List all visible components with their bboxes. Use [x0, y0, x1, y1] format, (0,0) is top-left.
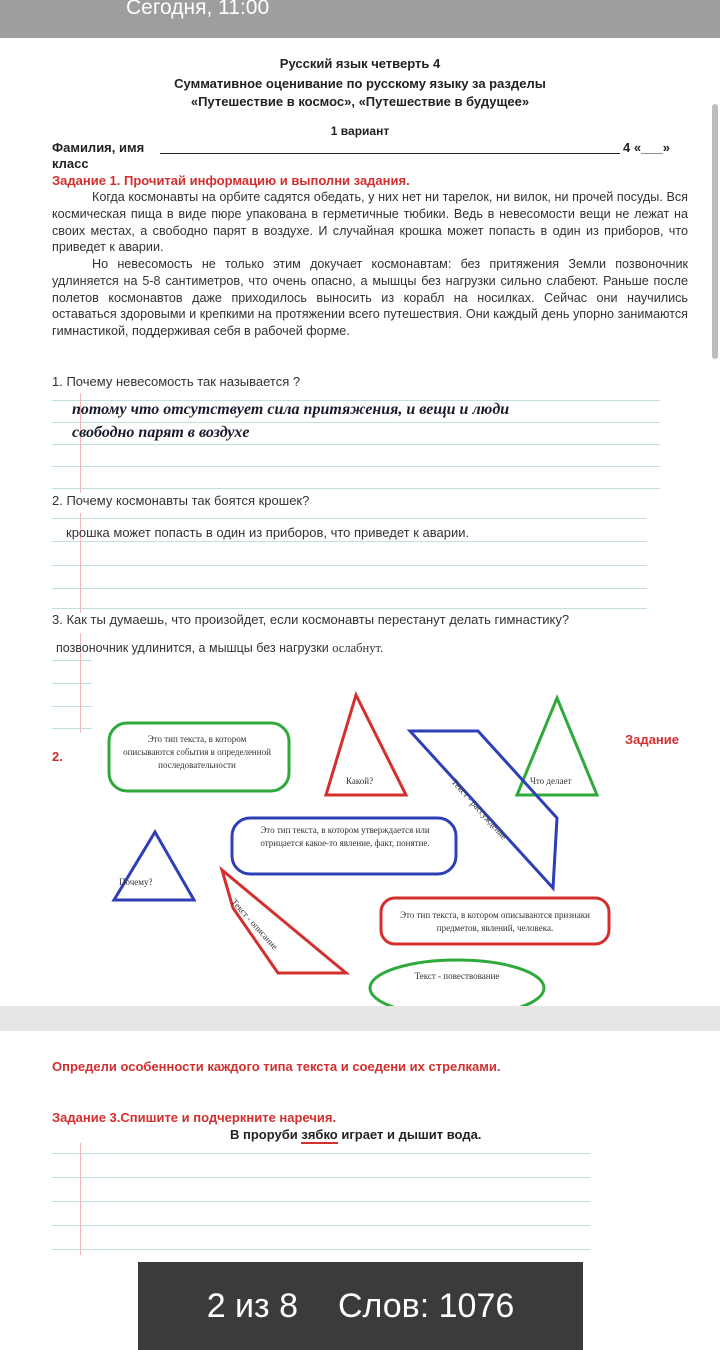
page-counter: 2 из 8	[206, 1286, 298, 1325]
task3-title: Задание 3.Спишите и подчеркните наречия.	[52, 1110, 337, 1125]
answer-3-part-2: а мышцы без нагрузки	[198, 641, 329, 655]
task3-adverb: зябко	[301, 1127, 338, 1142]
green-ellipse	[370, 960, 544, 1006]
document-page-1	[0, 38, 720, 1006]
narration-definition: Это тип текста, в котором описываются события в определенной последовательности	[123, 734, 271, 770]
task2-instruction: Определи особенности каждого типа текста и соедени их стрелками.	[52, 1059, 501, 1074]
task3-sentence-end: играет и дышит вода.	[337, 1127, 482, 1142]
reasoning-label: Текст - рассуждение	[449, 776, 510, 842]
task2-number: 2.	[52, 749, 63, 764]
task2-label: Задание	[625, 732, 679, 747]
task3-sentence-start: В проруби	[230, 1127, 302, 1142]
paragraph-2: Но невесомость не только этим докучает космонавтам: без притяжения Земли позвоночник удлиняется на 5-8 сантиметров, что очень опасно, а мышцы без нагрузки сильно слабеют. Раньше после полетов космонавтов даже приходилось выносить из корабл на носилках. Сейчас они научились оставаться здоровыми и крепкими на протяжении всего путешествия. Они каждый день упорно занимаются гимнастикой, поддерживая себя в рабочей форме.	[52, 257, 688, 339]
question-3: 3. Как ты думаешь, что произойдет, если космонавты перестанут делать гимнастику?	[52, 612, 570, 627]
question-1: 1. Почему невесомость так называется ?	[52, 374, 301, 389]
grade-label: 4 «___»	[623, 140, 670, 155]
answer-1-line-2: свободно парят в воздухе	[72, 424, 250, 441]
class-label: класс	[52, 156, 89, 171]
text-types-diagram	[0, 38, 720, 1006]
doc-subtitle-2: «Путешествие в космос», «Путешествие в будущее»	[190, 94, 530, 109]
narration-label: Текст - повествование	[414, 971, 500, 981]
task1-title: Задание 1. Прочитай информацию и выполни задания.	[52, 173, 410, 188]
answer-1-line-1: потому что отсутствует сила притяжения, и вещи и люди	[72, 401, 510, 418]
description-label: Текст - описание	[229, 896, 280, 952]
doc-title: Русский язык четверть 4	[279, 56, 441, 71]
question-2: 2. Почему космонавты так боятся крошек?	[52, 493, 310, 508]
description-definition: Это тип текста, в котором описываются признаки предметов, явлений, человека.	[400, 910, 590, 933]
answer-3-part-3: ослабнут.	[332, 641, 384, 655]
paragraph-1: Когда космонавты на орбите садятся обедать, у них нет ни тарелок, ни вилок, ни прочей посуды. Вся космическая пища в виде пюре упакована в герметичные тюбики. Ведь в невесомости вещи не лежат на своих местах, а свободно парят в воздухе. И случайная крошка может попасть в один из приборов, что приведет к аварии.	[52, 190, 688, 255]
answer-3-part-1: позвоночник удлинится,	[56, 641, 196, 655]
blue-triangle-why	[114, 832, 194, 900]
which-question: Какой?	[346, 776, 374, 786]
what-does-question: Что делает	[530, 776, 572, 786]
answer-2: крошка может попасть в один из приборов, что приведет к аварии.	[66, 525, 470, 540]
timestamp: Сегодня, 11:00	[126, 0, 270, 19]
reasoning-definition: Это тип текста, в котором утверждается или отрицается какое-то явление, факт, понятие.	[260, 825, 430, 848]
word-count: Слов: 1076	[338, 1286, 515, 1325]
why-question: Почему?	[119, 877, 153, 887]
page-status-overlay	[138, 1262, 583, 1350]
name-label: Фамилия, имя	[52, 140, 145, 155]
variant: 1 вариант	[330, 124, 390, 138]
doc-subtitle: Суммативное оценивание по русскому языку за разделы	[174, 76, 546, 91]
red-parallelogram	[222, 870, 346, 973]
top-bar	[0, 0, 720, 38]
scrollbar[interactable]	[712, 104, 718, 359]
